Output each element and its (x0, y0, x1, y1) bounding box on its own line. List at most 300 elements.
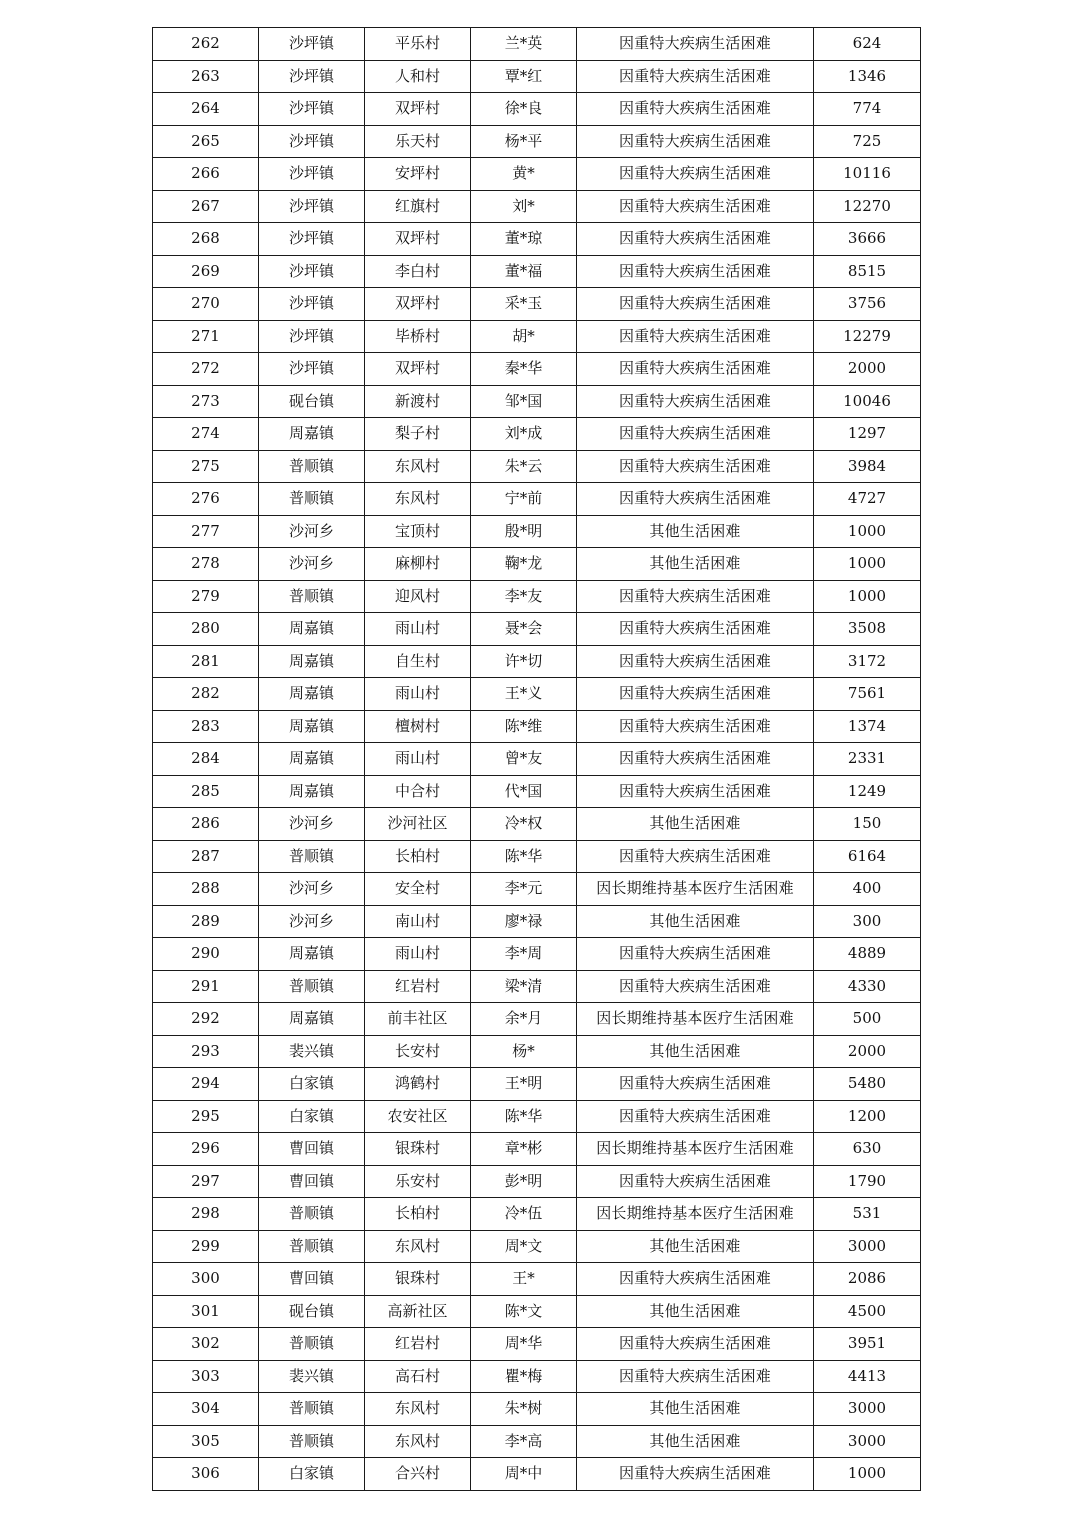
reason-cell: 其他生活困难 (577, 515, 814, 548)
township-cell: 沙河乡 (259, 808, 365, 841)
village-cell: 梨子村 (365, 418, 471, 451)
village-cell: 毕桥村 (365, 320, 471, 353)
name-cell: 杨*平 (471, 125, 577, 158)
village-cell: 南山村 (365, 905, 471, 938)
reason-cell: 因重特大疾病生活困难 (577, 418, 814, 451)
table-row (153, 970, 921, 1003)
name-cell: 陈*华 (471, 840, 577, 873)
name-cell: 陈*文 (471, 1295, 577, 1328)
name-cell: 兰*英 (471, 28, 577, 61)
amount-cell: 1374 (814, 710, 921, 743)
reason-cell: 因重特大疾病生活困难 (577, 1458, 814, 1491)
name-cell: 梁*清 (471, 970, 577, 1003)
village-cell: 乐天村 (365, 125, 471, 158)
name-cell: 董*琼 (471, 223, 577, 256)
village-cell: 东风村 (365, 450, 471, 483)
table-row (153, 93, 921, 126)
township-cell: 沙坪镇 (259, 255, 365, 288)
name-cell: 陈*华 (471, 1100, 577, 1133)
name-cell: 徐*良 (471, 93, 577, 126)
reason-cell: 因重特大疾病生活困难 (577, 353, 814, 386)
reason-cell: 因重特大疾病生活困难 (577, 1360, 814, 1393)
township-cell: 裴兴镇 (259, 1035, 365, 1068)
name-cell: 周*文 (471, 1230, 577, 1263)
amount-cell: 8515 (814, 255, 921, 288)
amount-cell: 3000 (814, 1393, 921, 1426)
village-cell: 长柏村 (365, 840, 471, 873)
township-cell: 普顺镇 (259, 450, 365, 483)
amount-cell: 10046 (814, 385, 921, 418)
name-cell: 聂*会 (471, 613, 577, 646)
township-cell: 普顺镇 (259, 1425, 365, 1458)
amount-cell: 2000 (814, 353, 921, 386)
row-number-cell: 297 (153, 1165, 259, 1198)
reason-cell: 其他生活困难 (577, 1295, 814, 1328)
name-cell: 邹*国 (471, 385, 577, 418)
amount-cell: 630 (814, 1133, 921, 1166)
amount-cell: 4330 (814, 970, 921, 1003)
reason-cell: 因重特大疾病生活困难 (577, 60, 814, 93)
name-cell: 李*元 (471, 873, 577, 906)
village-cell: 雨山村 (365, 613, 471, 646)
amount-cell: 2086 (814, 1263, 921, 1296)
name-cell: 朱*树 (471, 1393, 577, 1426)
reason-cell: 因重特大疾病生活困难 (577, 223, 814, 256)
reason-cell: 因重特大疾病生活困难 (577, 775, 814, 808)
reason-cell: 因重特大疾病生活困难 (577, 28, 814, 61)
name-cell: 余*月 (471, 1003, 577, 1036)
row-number-cell: 266 (153, 158, 259, 191)
row-number-cell: 267 (153, 190, 259, 223)
township-cell: 白家镇 (259, 1458, 365, 1491)
township-cell: 沙河乡 (259, 515, 365, 548)
township-cell: 普顺镇 (259, 580, 365, 613)
table-row (153, 1360, 921, 1393)
township-cell: 周嘉镇 (259, 775, 365, 808)
township-cell: 曹回镇 (259, 1263, 365, 1296)
amount-cell: 3951 (814, 1328, 921, 1361)
table-row (153, 418, 921, 451)
name-cell: 董*福 (471, 255, 577, 288)
table-row (153, 190, 921, 223)
row-number-cell: 271 (153, 320, 259, 353)
relief-record-table (152, 27, 920, 1491)
table-row (153, 1393, 921, 1426)
name-cell: 朱*云 (471, 450, 577, 483)
table (152, 27, 921, 1491)
reason-cell: 其他生活困难 (577, 808, 814, 841)
row-number-cell: 281 (153, 645, 259, 678)
amount-cell: 4500 (814, 1295, 921, 1328)
name-cell: 代*国 (471, 775, 577, 808)
village-cell: 前丰社区 (365, 1003, 471, 1036)
row-number-cell: 272 (153, 353, 259, 386)
reason-cell: 其他生活困难 (577, 1425, 814, 1458)
township-cell: 砚台镇 (259, 1295, 365, 1328)
amount-cell: 1200 (814, 1100, 921, 1133)
row-number-cell: 276 (153, 483, 259, 516)
amount-cell: 3000 (814, 1425, 921, 1458)
table-row (153, 645, 921, 678)
row-number-cell: 301 (153, 1295, 259, 1328)
table-row (153, 255, 921, 288)
table-row (153, 775, 921, 808)
village-cell: 双坪村 (365, 93, 471, 126)
name-cell: 冷*权 (471, 808, 577, 841)
amount-cell: 725 (814, 125, 921, 158)
table-row (153, 28, 921, 61)
township-cell: 普顺镇 (259, 1198, 365, 1231)
village-cell: 红岩村 (365, 970, 471, 1003)
table-row (153, 223, 921, 256)
village-cell: 平乐村 (365, 28, 471, 61)
village-cell: 双坪村 (365, 223, 471, 256)
name-cell: 李*周 (471, 938, 577, 971)
village-cell: 李白村 (365, 255, 471, 288)
township-cell: 砚台镇 (259, 385, 365, 418)
amount-cell: 1249 (814, 775, 921, 808)
name-cell: 黄* (471, 158, 577, 191)
village-cell: 沙河社区 (365, 808, 471, 841)
row-number-cell: 270 (153, 288, 259, 321)
village-cell: 雨山村 (365, 743, 471, 776)
amount-cell: 2331 (814, 743, 921, 776)
name-cell: 曾*友 (471, 743, 577, 776)
name-cell: 王*明 (471, 1068, 577, 1101)
row-number-cell: 294 (153, 1068, 259, 1101)
row-number-cell: 283 (153, 710, 259, 743)
township-cell: 沙坪镇 (259, 125, 365, 158)
amount-cell: 1000 (814, 548, 921, 581)
name-cell: 宁*前 (471, 483, 577, 516)
village-cell: 麻柳村 (365, 548, 471, 581)
name-cell: 胡* (471, 320, 577, 353)
township-cell: 白家镇 (259, 1100, 365, 1133)
township-cell: 周嘉镇 (259, 710, 365, 743)
reason-cell: 因重特大疾病生活困难 (577, 1328, 814, 1361)
reason-cell: 其他生活困难 (577, 905, 814, 938)
village-cell: 雨山村 (365, 938, 471, 971)
village-cell: 檀树村 (365, 710, 471, 743)
reason-cell: 因长期维持基本医疗生活困难 (577, 1003, 814, 1036)
name-cell: 刘* (471, 190, 577, 223)
township-cell: 普顺镇 (259, 1230, 365, 1263)
table-row (153, 1263, 921, 1296)
village-cell: 银珠村 (365, 1133, 471, 1166)
table-row (153, 1295, 921, 1328)
reason-cell: 因重特大疾病生活困难 (577, 580, 814, 613)
name-cell: 廖*禄 (471, 905, 577, 938)
reason-cell: 其他生活困难 (577, 1230, 814, 1263)
name-cell: 秦*华 (471, 353, 577, 386)
table-row (153, 938, 921, 971)
village-cell: 鸿鹤村 (365, 1068, 471, 1101)
village-cell: 东风村 (365, 1425, 471, 1458)
amount-cell: 3984 (814, 450, 921, 483)
row-number-cell: 275 (153, 450, 259, 483)
amount-cell: 3172 (814, 645, 921, 678)
township-cell: 沙河乡 (259, 548, 365, 581)
row-number-cell: 305 (153, 1425, 259, 1458)
row-number-cell: 273 (153, 385, 259, 418)
reason-cell: 因重特大疾病生活困难 (577, 613, 814, 646)
township-cell: 沙坪镇 (259, 223, 365, 256)
township-cell: 周嘉镇 (259, 1003, 365, 1036)
reason-cell: 因重特大疾病生活困难 (577, 158, 814, 191)
name-cell: 殷*明 (471, 515, 577, 548)
name-cell: 刘*成 (471, 418, 577, 451)
reason-cell: 因重特大疾病生活困难 (577, 938, 814, 971)
amount-cell: 1790 (814, 1165, 921, 1198)
name-cell: 采*玉 (471, 288, 577, 321)
village-cell: 中合村 (365, 775, 471, 808)
township-cell: 沙坪镇 (259, 190, 365, 223)
township-cell: 周嘉镇 (259, 645, 365, 678)
reason-cell: 其他生活困难 (577, 548, 814, 581)
amount-cell: 3666 (814, 223, 921, 256)
village-cell: 安坪村 (365, 158, 471, 191)
row-number-cell: 274 (153, 418, 259, 451)
reason-cell: 因重特大疾病生活困难 (577, 1100, 814, 1133)
table-row (153, 1100, 921, 1133)
amount-cell: 6164 (814, 840, 921, 873)
township-cell: 周嘉镇 (259, 938, 365, 971)
village-cell: 东风村 (365, 1230, 471, 1263)
name-cell: 周*华 (471, 1328, 577, 1361)
table-row (153, 60, 921, 93)
table-row (153, 1035, 921, 1068)
name-cell: 鞠*龙 (471, 548, 577, 581)
reason-cell: 因重特大疾病生活困难 (577, 1263, 814, 1296)
village-cell: 迎风村 (365, 580, 471, 613)
row-number-cell: 279 (153, 580, 259, 613)
row-number-cell: 280 (153, 613, 259, 646)
row-number-cell: 264 (153, 93, 259, 126)
township-cell: 白家镇 (259, 1068, 365, 1101)
amount-cell: 12270 (814, 190, 921, 223)
amount-cell: 3000 (814, 1230, 921, 1263)
table-row (153, 1328, 921, 1361)
reason-cell: 因重特大疾病生活困难 (577, 710, 814, 743)
village-cell: 新渡村 (365, 385, 471, 418)
table-row (153, 515, 921, 548)
township-cell: 周嘉镇 (259, 613, 365, 646)
amount-cell: 1297 (814, 418, 921, 451)
row-number-cell: 285 (153, 775, 259, 808)
row-number-cell: 291 (153, 970, 259, 1003)
amount-cell: 774 (814, 93, 921, 126)
amount-cell: 1000 (814, 1458, 921, 1491)
row-number-cell: 287 (153, 840, 259, 873)
table-row (153, 678, 921, 711)
village-cell: 合兴村 (365, 1458, 471, 1491)
name-cell: 瞿*梅 (471, 1360, 577, 1393)
row-number-cell: 295 (153, 1100, 259, 1133)
name-cell: 王*义 (471, 678, 577, 711)
amount-cell: 10116 (814, 158, 921, 191)
amount-cell: 7561 (814, 678, 921, 711)
row-number-cell: 263 (153, 60, 259, 93)
village-cell: 乐安村 (365, 1165, 471, 1198)
township-cell: 沙河乡 (259, 905, 365, 938)
table-row (153, 905, 921, 938)
amount-cell: 4727 (814, 483, 921, 516)
table-row (153, 1133, 921, 1166)
amount-cell: 2000 (814, 1035, 921, 1068)
reason-cell: 因重特大疾病生活困难 (577, 125, 814, 158)
village-cell: 红岩村 (365, 1328, 471, 1361)
township-cell: 普顺镇 (259, 970, 365, 1003)
name-cell: 许*切 (471, 645, 577, 678)
amount-cell: 400 (814, 873, 921, 906)
reason-cell: 因重特大疾病生活困难 (577, 255, 814, 288)
amount-cell: 624 (814, 28, 921, 61)
township-cell: 沙坪镇 (259, 93, 365, 126)
row-number-cell: 298 (153, 1198, 259, 1231)
amount-cell: 1000 (814, 580, 921, 613)
village-cell: 高石村 (365, 1360, 471, 1393)
row-number-cell: 300 (153, 1263, 259, 1296)
reason-cell: 因重特大疾病生活困难 (577, 1068, 814, 1101)
amount-cell: 1346 (814, 60, 921, 93)
reason-cell: 因长期维持基本医疗生活困难 (577, 873, 814, 906)
table-row (153, 1068, 921, 1101)
table-row (153, 288, 921, 321)
table-row (153, 450, 921, 483)
reason-cell: 其他生活困难 (577, 1393, 814, 1426)
row-number-cell: 284 (153, 743, 259, 776)
township-cell: 普顺镇 (259, 840, 365, 873)
amount-cell: 3508 (814, 613, 921, 646)
name-cell: 杨* (471, 1035, 577, 1068)
table-body (153, 28, 921, 1491)
row-number-cell: 277 (153, 515, 259, 548)
amount-cell: 5480 (814, 1068, 921, 1101)
reason-cell: 因重特大疾病生活困难 (577, 450, 814, 483)
table-row (153, 1165, 921, 1198)
row-number-cell: 282 (153, 678, 259, 711)
name-cell: 李*高 (471, 1425, 577, 1458)
amount-cell: 3756 (814, 288, 921, 321)
amount-cell: 300 (814, 905, 921, 938)
row-number-cell: 288 (153, 873, 259, 906)
table-row (153, 873, 921, 906)
row-number-cell: 303 (153, 1360, 259, 1393)
row-number-cell: 262 (153, 28, 259, 61)
township-cell: 曹回镇 (259, 1165, 365, 1198)
township-cell: 沙坪镇 (259, 28, 365, 61)
township-cell: 沙河乡 (259, 873, 365, 906)
village-cell: 安全村 (365, 873, 471, 906)
table-row (153, 840, 921, 873)
township-cell: 沙坪镇 (259, 60, 365, 93)
amount-cell: 150 (814, 808, 921, 841)
table-row (153, 353, 921, 386)
table-row (153, 1198, 921, 1231)
table-row (153, 710, 921, 743)
reason-cell: 因重特大疾病生活困难 (577, 288, 814, 321)
table-row (153, 125, 921, 158)
village-cell: 人和村 (365, 60, 471, 93)
reason-cell: 因重特大疾病生活困难 (577, 483, 814, 516)
table-row (153, 1230, 921, 1263)
reason-cell: 因重特大疾病生活困难 (577, 970, 814, 1003)
village-cell: 双坪村 (365, 353, 471, 386)
village-cell: 长柏村 (365, 1198, 471, 1231)
reason-cell: 因重特大疾病生活困难 (577, 385, 814, 418)
village-cell: 红旗村 (365, 190, 471, 223)
reason-cell: 其他生活困难 (577, 1035, 814, 1068)
village-cell: 东风村 (365, 483, 471, 516)
row-number-cell: 302 (153, 1328, 259, 1361)
name-cell: 彭*明 (471, 1165, 577, 1198)
township-cell: 普顺镇 (259, 1328, 365, 1361)
amount-cell: 4889 (814, 938, 921, 971)
township-cell: 曹回镇 (259, 1133, 365, 1166)
table-row (153, 385, 921, 418)
name-cell: 周*中 (471, 1458, 577, 1491)
table-row (153, 548, 921, 581)
name-cell: 李*友 (471, 580, 577, 613)
name-cell: 冷*伍 (471, 1198, 577, 1231)
village-cell: 宝顶村 (365, 515, 471, 548)
reason-cell: 因重特大疾病生活困难 (577, 678, 814, 711)
amount-cell: 12279 (814, 320, 921, 353)
name-cell: 陈*维 (471, 710, 577, 743)
township-cell: 周嘉镇 (259, 743, 365, 776)
row-number-cell: 293 (153, 1035, 259, 1068)
reason-cell: 因重特大疾病生活困难 (577, 93, 814, 126)
village-cell: 高新社区 (365, 1295, 471, 1328)
table-row (153, 1425, 921, 1458)
township-cell: 普顺镇 (259, 1393, 365, 1426)
row-number-cell: 286 (153, 808, 259, 841)
village-cell: 双坪村 (365, 288, 471, 321)
reason-cell: 因重特大疾病生活困难 (577, 645, 814, 678)
row-number-cell: 269 (153, 255, 259, 288)
row-number-cell: 278 (153, 548, 259, 581)
row-number-cell: 296 (153, 1133, 259, 1166)
table-row (153, 320, 921, 353)
row-number-cell: 289 (153, 905, 259, 938)
table-row (153, 808, 921, 841)
row-number-cell: 265 (153, 125, 259, 158)
amount-cell: 1000 (814, 515, 921, 548)
reason-cell: 因长期维持基本医疗生活困难 (577, 1198, 814, 1231)
row-number-cell: 306 (153, 1458, 259, 1491)
reason-cell: 因长期维持基本医疗生活困难 (577, 1133, 814, 1166)
name-cell: 王* (471, 1263, 577, 1296)
row-number-cell: 268 (153, 223, 259, 256)
reason-cell: 因重特大疾病生活困难 (577, 1165, 814, 1198)
table-row (153, 743, 921, 776)
reason-cell: 因重特大疾病生活困难 (577, 743, 814, 776)
reason-cell: 因重特大疾病生活困难 (577, 190, 814, 223)
village-cell: 自生村 (365, 645, 471, 678)
village-cell: 东风村 (365, 1393, 471, 1426)
amount-cell: 4413 (814, 1360, 921, 1393)
table-row (153, 483, 921, 516)
township-cell: 沙坪镇 (259, 353, 365, 386)
table-row (153, 1003, 921, 1036)
name-cell: 章*彬 (471, 1133, 577, 1166)
township-cell: 沙坪镇 (259, 288, 365, 321)
township-cell: 沙坪镇 (259, 158, 365, 191)
table-row (153, 613, 921, 646)
township-cell: 周嘉镇 (259, 418, 365, 451)
amount-cell: 500 (814, 1003, 921, 1036)
row-number-cell: 299 (153, 1230, 259, 1263)
